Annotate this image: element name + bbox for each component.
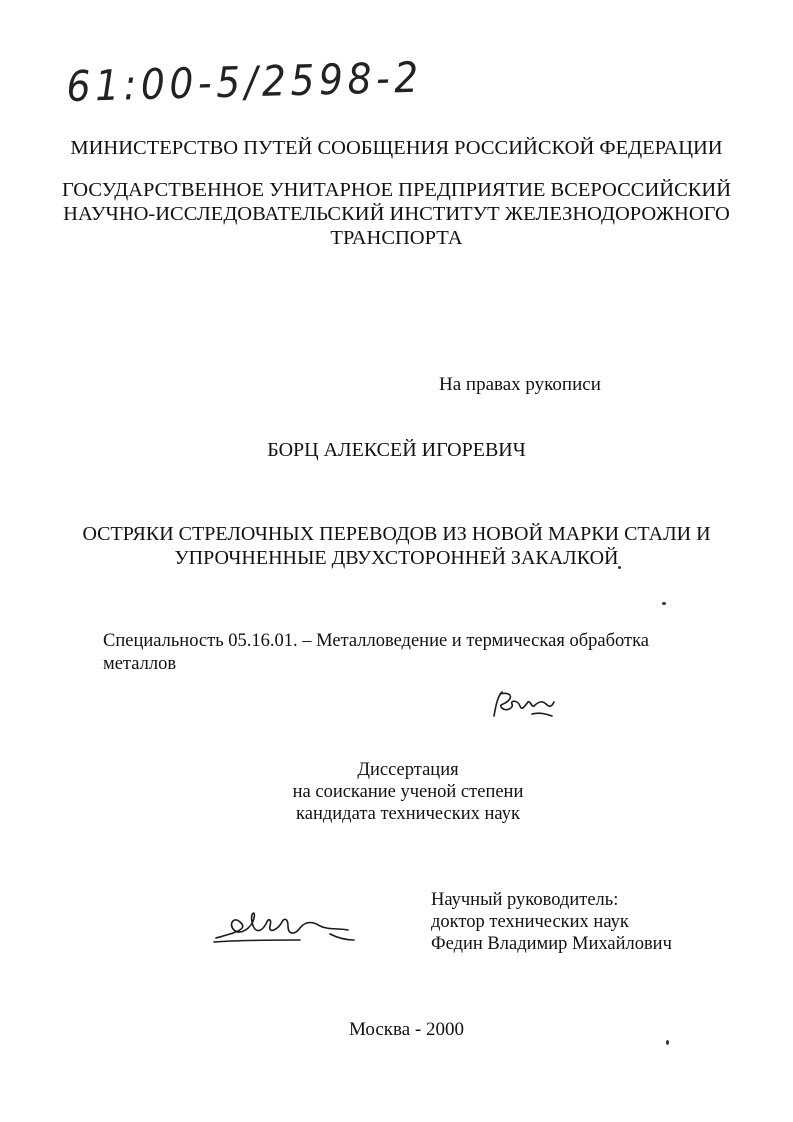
author-signature [488, 686, 558, 728]
dissertation-label: Диссертация [357, 760, 459, 780]
specialty-line-1: Специальность 05.16.01. – Металловедение и термическая обработка [103, 631, 649, 651]
degree-line-1: на соискание ученой степени [292, 782, 524, 802]
city-year: Москва - 2000 [348, 1019, 465, 1040]
supervisor-degree: доктор технических наук [431, 912, 629, 932]
scan-speck [662, 602, 666, 605]
degree-line-2: кандидата технических наук [296, 804, 520, 824]
scan-speck [618, 566, 621, 569]
dissertation-title-line-2: УПРОЧНЕННЫЕ ДВУХСТОРОННЕЙ ЗАКАЛКОЙ [174, 547, 619, 569]
enterprise-heading-line-3: ТРАНСПОРТА [330, 227, 463, 249]
supervisor-label: Научный руководитель: [431, 890, 619, 910]
supervisor-name: Федин Владимир Михайлович [431, 934, 672, 954]
ministry-heading: МИНИСТЕРСТВО ПУТЕЙ СООБЩЕНИЯ РОССИЙСКОЙ ФЕДЕРАЦИИ [70, 137, 723, 159]
scan-speck [666, 1040, 669, 1045]
specialty-block [103, 630, 649, 676]
dissertation-title-line-1: ОСТРЯКИ СТРЕЛОЧНЫХ ПЕРЕВОДОВ ИЗ НОВОЙ МАРКИ СТАЛИ И [82, 523, 711, 545]
author-name: БОРЦ АЛЕКСЕЙ ИГОРЕВИЧ [267, 439, 526, 461]
rights-note: На правах рукописи [439, 374, 601, 395]
archive-code-handwritten: 61:00-5/2598-2 [65, 52, 424, 111]
enterprise-heading-line-2: НАУЧНО-ИССЛЕДОВАТЕЛЬСКИЙ ИНСТИТУТ ЖЕЛЕЗНОДОРОЖНОГО [63, 203, 730, 225]
enterprise-heading-line-1: ГОСУДАРСТВЕННОЕ УНИТАРНОЕ ПРЕДПРИЯТИЕ ВСЕРОССИЙСКИЙ [61, 179, 732, 201]
supervisor-signature [210, 900, 360, 950]
specialty-line-2: металлов [103, 654, 177, 674]
